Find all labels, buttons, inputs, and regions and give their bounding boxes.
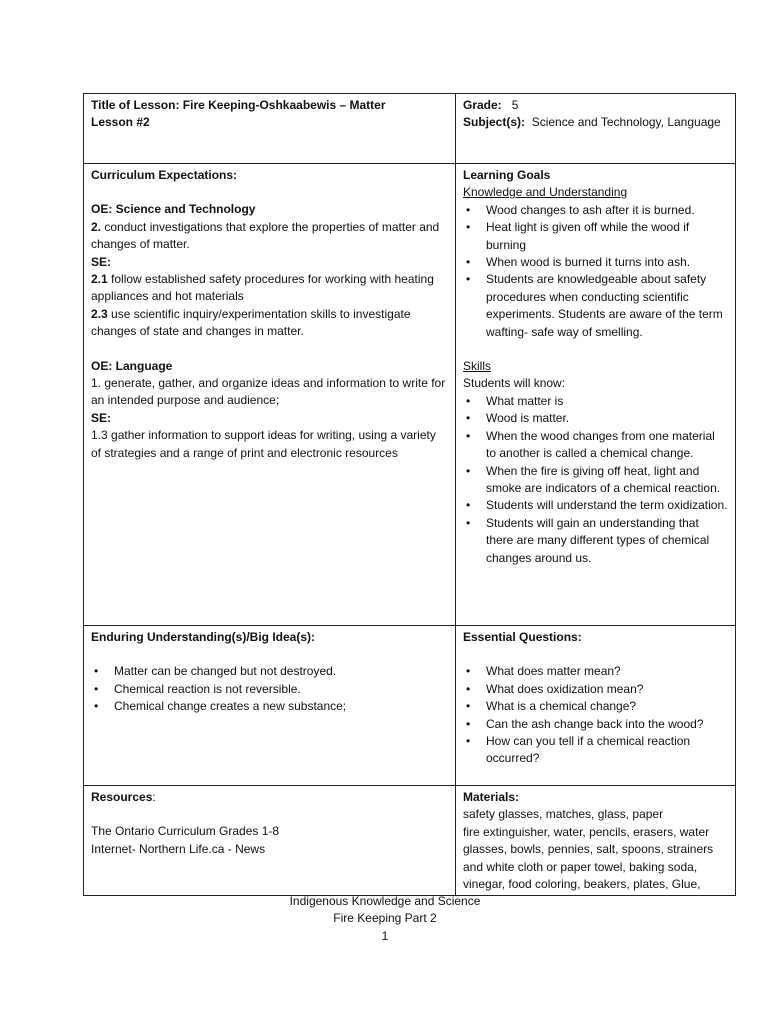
list-item: • Wood changes to ash after it is burned. bbox=[463, 202, 728, 219]
materials-line-2: fire extinguisher, water, pencils, erasers, water glasses, bowls, pennies, salt, spoons, strainers and white cloth or paper towel, baking soda, vinegar, food coloring, beakers, plates, Glue, bbox=[463, 824, 714, 892]
list-item: • When the fire is giving off heat, light and smoke are indicators of a chemical reaction. bbox=[463, 463, 728, 498]
grade-subject-cell bbox=[456, 94, 736, 164]
se-2-3: 2.3 use scientific inquiry/experimentation skills to investigate changes of state and changes in matter. bbox=[91, 306, 411, 339]
se2-label: SE: bbox=[91, 410, 112, 425]
footer-line-2: Fire Keeping Part 2 bbox=[333, 911, 437, 926]
ku-list bbox=[463, 202, 728, 341]
list-item: • Chemical change creates a new substance; bbox=[91, 698, 448, 715]
skills-heading: Skills bbox=[463, 359, 492, 374]
skills-list bbox=[463, 393, 728, 567]
resources-row bbox=[84, 786, 736, 896]
page-number: 1 bbox=[381, 928, 389, 943]
footer-line-1: Indigenous Knowledge and Science bbox=[289, 894, 481, 908]
grade-value: 5 bbox=[511, 98, 519, 112]
essential-heading: Essential Questions: bbox=[463, 630, 582, 644]
lesson-number: Lesson #2 bbox=[91, 115, 150, 130]
se-label: SE: bbox=[91, 254, 112, 269]
list-item: • When the wood changes from one material to another is called a chemical change. bbox=[463, 428, 728, 463]
resources-cell: Resources: The Ontario Curriculum Grades 1-8 Internet- Northern Life.ca - News bbox=[84, 786, 456, 896]
list-item: • Students will understand the term oxidization. bbox=[463, 497, 728, 514]
list-item: • Chemical reaction is not reversible. bbox=[91, 681, 448, 698]
materials-line-1: safety glasses, matches, glass, paper bbox=[463, 807, 664, 822]
skills-intro: Students will know: bbox=[463, 376, 566, 391]
se-1-3: 1.3 gather information to support ideas for writing, using a variety of strategies and a range of print and electronic resources bbox=[91, 428, 436, 460]
list-item: • When wood is burned it turns into ash. bbox=[463, 254, 728, 271]
essential-cell bbox=[456, 626, 736, 786]
subject-label: Subject(s): bbox=[463, 115, 526, 130]
oe-science-heading: OE: Science and Technology bbox=[91, 202, 256, 217]
understanding-row bbox=[84, 626, 736, 786]
ku-heading: Knowledge and Understanding bbox=[463, 185, 628, 200]
curriculum-heading: Curriculum Expectations: bbox=[91, 168, 238, 182]
oe-language-1: 1. generate, gather, and organize ideas and information to write for an intended purpose and audience; bbox=[91, 376, 446, 408]
lesson-title: Title of Lesson: Fire Keeping-Oshkaabewis – Matter bbox=[91, 98, 386, 112]
learning-goals-cell bbox=[456, 164, 736, 626]
list-item: • How can you tell if a chemical reaction occurred? bbox=[463, 733, 728, 768]
oe-science-2: 2. conduct investigations that explore the properties of matter and changes of matter. bbox=[91, 219, 440, 252]
materials-cell bbox=[456, 786, 736, 896]
list-item: • Matter can be changed but not destroyed. bbox=[91, 663, 448, 680]
title-cell bbox=[84, 94, 456, 164]
resources-line-2: Internet- Northern Life.ca - News bbox=[91, 841, 266, 856]
list-item: • Can the ash change back into the wood? bbox=[463, 716, 728, 733]
lesson-plan-table bbox=[83, 93, 736, 896]
subject-value: Science and Technology, Language bbox=[531, 115, 721, 130]
enduring-cell bbox=[84, 626, 456, 786]
list-item: • Students will gain an understanding that there are many different types of chemical changes around us. bbox=[463, 515, 728, 567]
oe-language-heading: OE: Language bbox=[91, 358, 173, 373]
list-item: • Heat light is given off while the wood if burning bbox=[463, 219, 728, 254]
list-item: • Wood is matter. bbox=[463, 410, 728, 427]
grade-label: Grade: bbox=[463, 98, 502, 112]
list-item: • What does matter mean? bbox=[463, 663, 728, 680]
header-row bbox=[84, 94, 736, 164]
learning-goals-heading: Learning Goals bbox=[463, 168, 551, 182]
expectations-row bbox=[84, 164, 736, 626]
list-item: • What does oxidization mean? bbox=[463, 681, 728, 698]
resources-heading: Resources bbox=[91, 790, 153, 804]
materials-heading: Materials: bbox=[463, 790, 520, 804]
list-item: • What matter is bbox=[463, 393, 728, 410]
page-footer bbox=[0, 893, 770, 945]
resources-line-1: The Ontario Curriculum Grades 1-8 bbox=[91, 824, 280, 839]
list-item: • What is a chemical change? bbox=[463, 698, 728, 715]
enduring-heading: Enduring Understanding(s)/Big Idea(s): bbox=[91, 630, 315, 644]
enduring-list bbox=[91, 663, 448, 715]
se-2-1: 2.1 follow established safety procedures for working with heating appliances and hot materials bbox=[91, 272, 434, 304]
list-item: • Students are knowledgeable about safety procedures when conducting scientific experiments. Students are aware of the term wafting- safe way of smelling. bbox=[463, 271, 728, 341]
essential-list bbox=[463, 663, 728, 767]
curriculum-cell bbox=[84, 164, 456, 626]
